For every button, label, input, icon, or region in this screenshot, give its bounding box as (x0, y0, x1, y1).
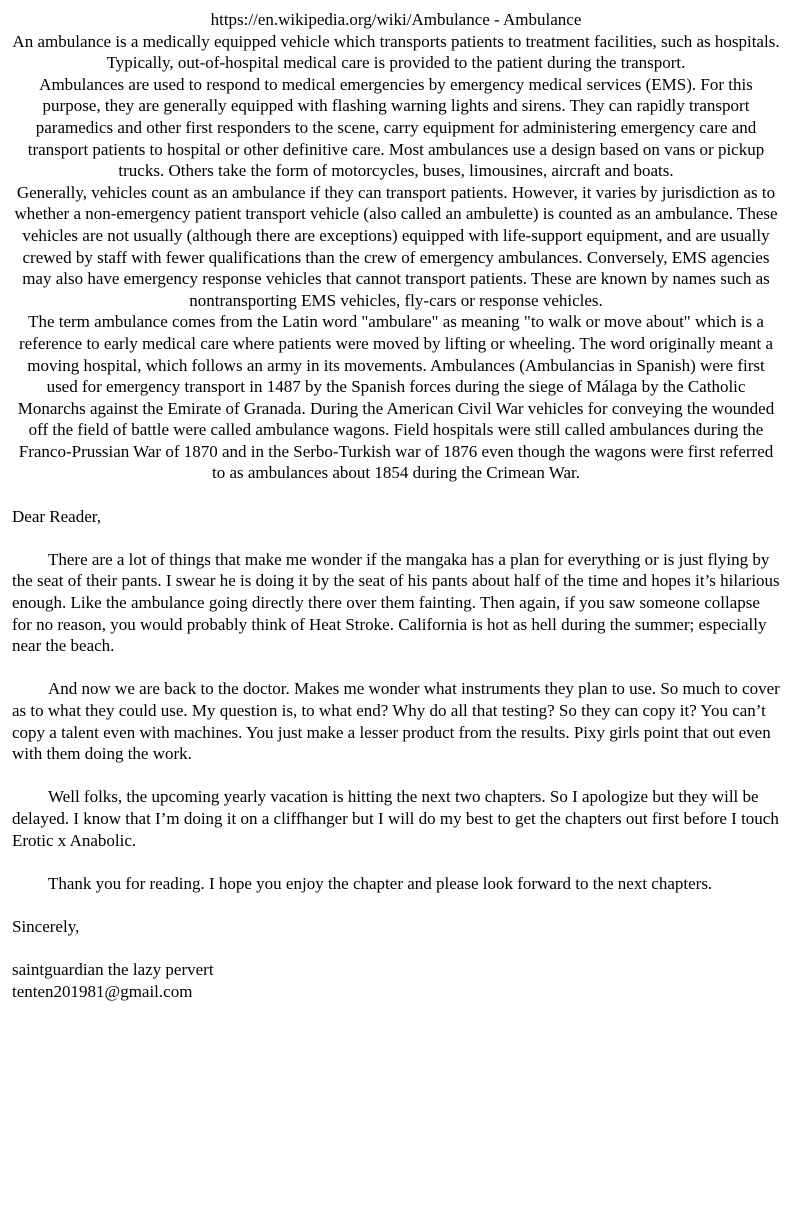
letter-body (12, 506, 780, 1003)
signature-name: saintguardian the lazy pervert (12, 960, 214, 980)
letter-paragraph: Well folks, the upcoming yearly vacation is hitting the next two chapters. So I apologize but they will be delayed. I know that I’m doing it on a cliffhanger but I will do my best to get the chapters out first before I touch Erotic x Anabolic. (12, 787, 779, 850)
source-paragraph: An ambulance is a medically equipped vehicle which transports patients to treatment facilities, such as hospitals. Typically, out-of-hospital medical care is provided to the patient during the transport. (12, 31, 780, 73)
source-paragraph: The term ambulance comes from the Latin word "ambulare" as meaning "to walk or move about" which is a reference to early medical care where patients were moved by lifting or wheeling. The word originally meant a moving hospital, which follows an army in its movements. Ambulances (Ambulancias in Spanish) were first used for emergency transport in 1487 by the Spanish forces during the siege of Málaga by the Catholic Monarchs against the Emirate of Granada. During the American Civil War vehicles for conveying the wounded off the field of battle were called ambulance wagons. Field hospitals were still called ambulances during the Franco-Prussian War of 1870 and in the Serbo-Turkish war of 1876 even though the wagons were first referred to as ambulances about 1854 during the Crimean War. (17, 312, 775, 483)
source-paragraph: Ambulances are used to respond to medical emergencies by emergency medical services (EMS). For this purpose, they are generally equipped with flashing warning lights and sirens. They can rapidly transport paramedics and other first responders to the scene, carry equipment for administering emergency care and transport patients to hospital or other definitive care. Most ambulances use a design based on vans or pickup trucks. Others take the form of motorcycles, buses, limousines, aircraft and boats. (27, 74, 765, 181)
source-excerpt (12, 9, 780, 484)
letter-paragraph: And now we are back to the doctor. Makes me wonder what instruments they plan to use. So much to cover as to what they could use. My question is, to what end? Why do all that testing? So they can copy it? You can’t copy a talent even with machines. You just make a lesser product from the results. Pixy girls point that out even with them doing the work. (12, 679, 780, 764)
letter-paragraph: Thank you for reading. I hope you enjoy the chapter and please look forward to the next chapters. (48, 873, 713, 893)
source-paragraph: Generally, vehicles count as an ambulance if they can transport patients. However, it varies by jurisdiction as to whether a non-emergency patient transport vehicle (also called an ambulette) is counted as an ambulance. These vehicles are not usually (although there are exceptions) equipped with life-support equipment, and are usually crewed by staff with fewer qualifications than the crew of emergency ambulances. Conversely, EMS agencies may also have emergency response vehicles that cannot transport patients. These are known by names such as nontransporting EMS vehicles, fly-cars or response vehicles. (14, 182, 778, 310)
letter-greeting: Dear Reader, (12, 506, 101, 526)
signature-email: tenten201981@gmail.com (12, 981, 193, 1001)
letter-paragraph: There are a lot of things that make me wonder if the mangaka has a plan for everything or is just flying by the seat of their pants. I swear he is doing it by the seat of his pants about half of the time and hopes it’s hilarious enough. Like the ambulance going directly there over them fainting. Then again, if you saw someone collapse for no reason, you would probably think of Heat Stroke. California is hot as hell during the summer; especially near the beach. (12, 549, 780, 656)
letter-closing: Sincerely, (12, 916, 80, 936)
letter-signature (12, 959, 780, 1002)
source-title: https://en.wikipedia.org/wiki/Ambulance - Ambulance (210, 10, 582, 29)
